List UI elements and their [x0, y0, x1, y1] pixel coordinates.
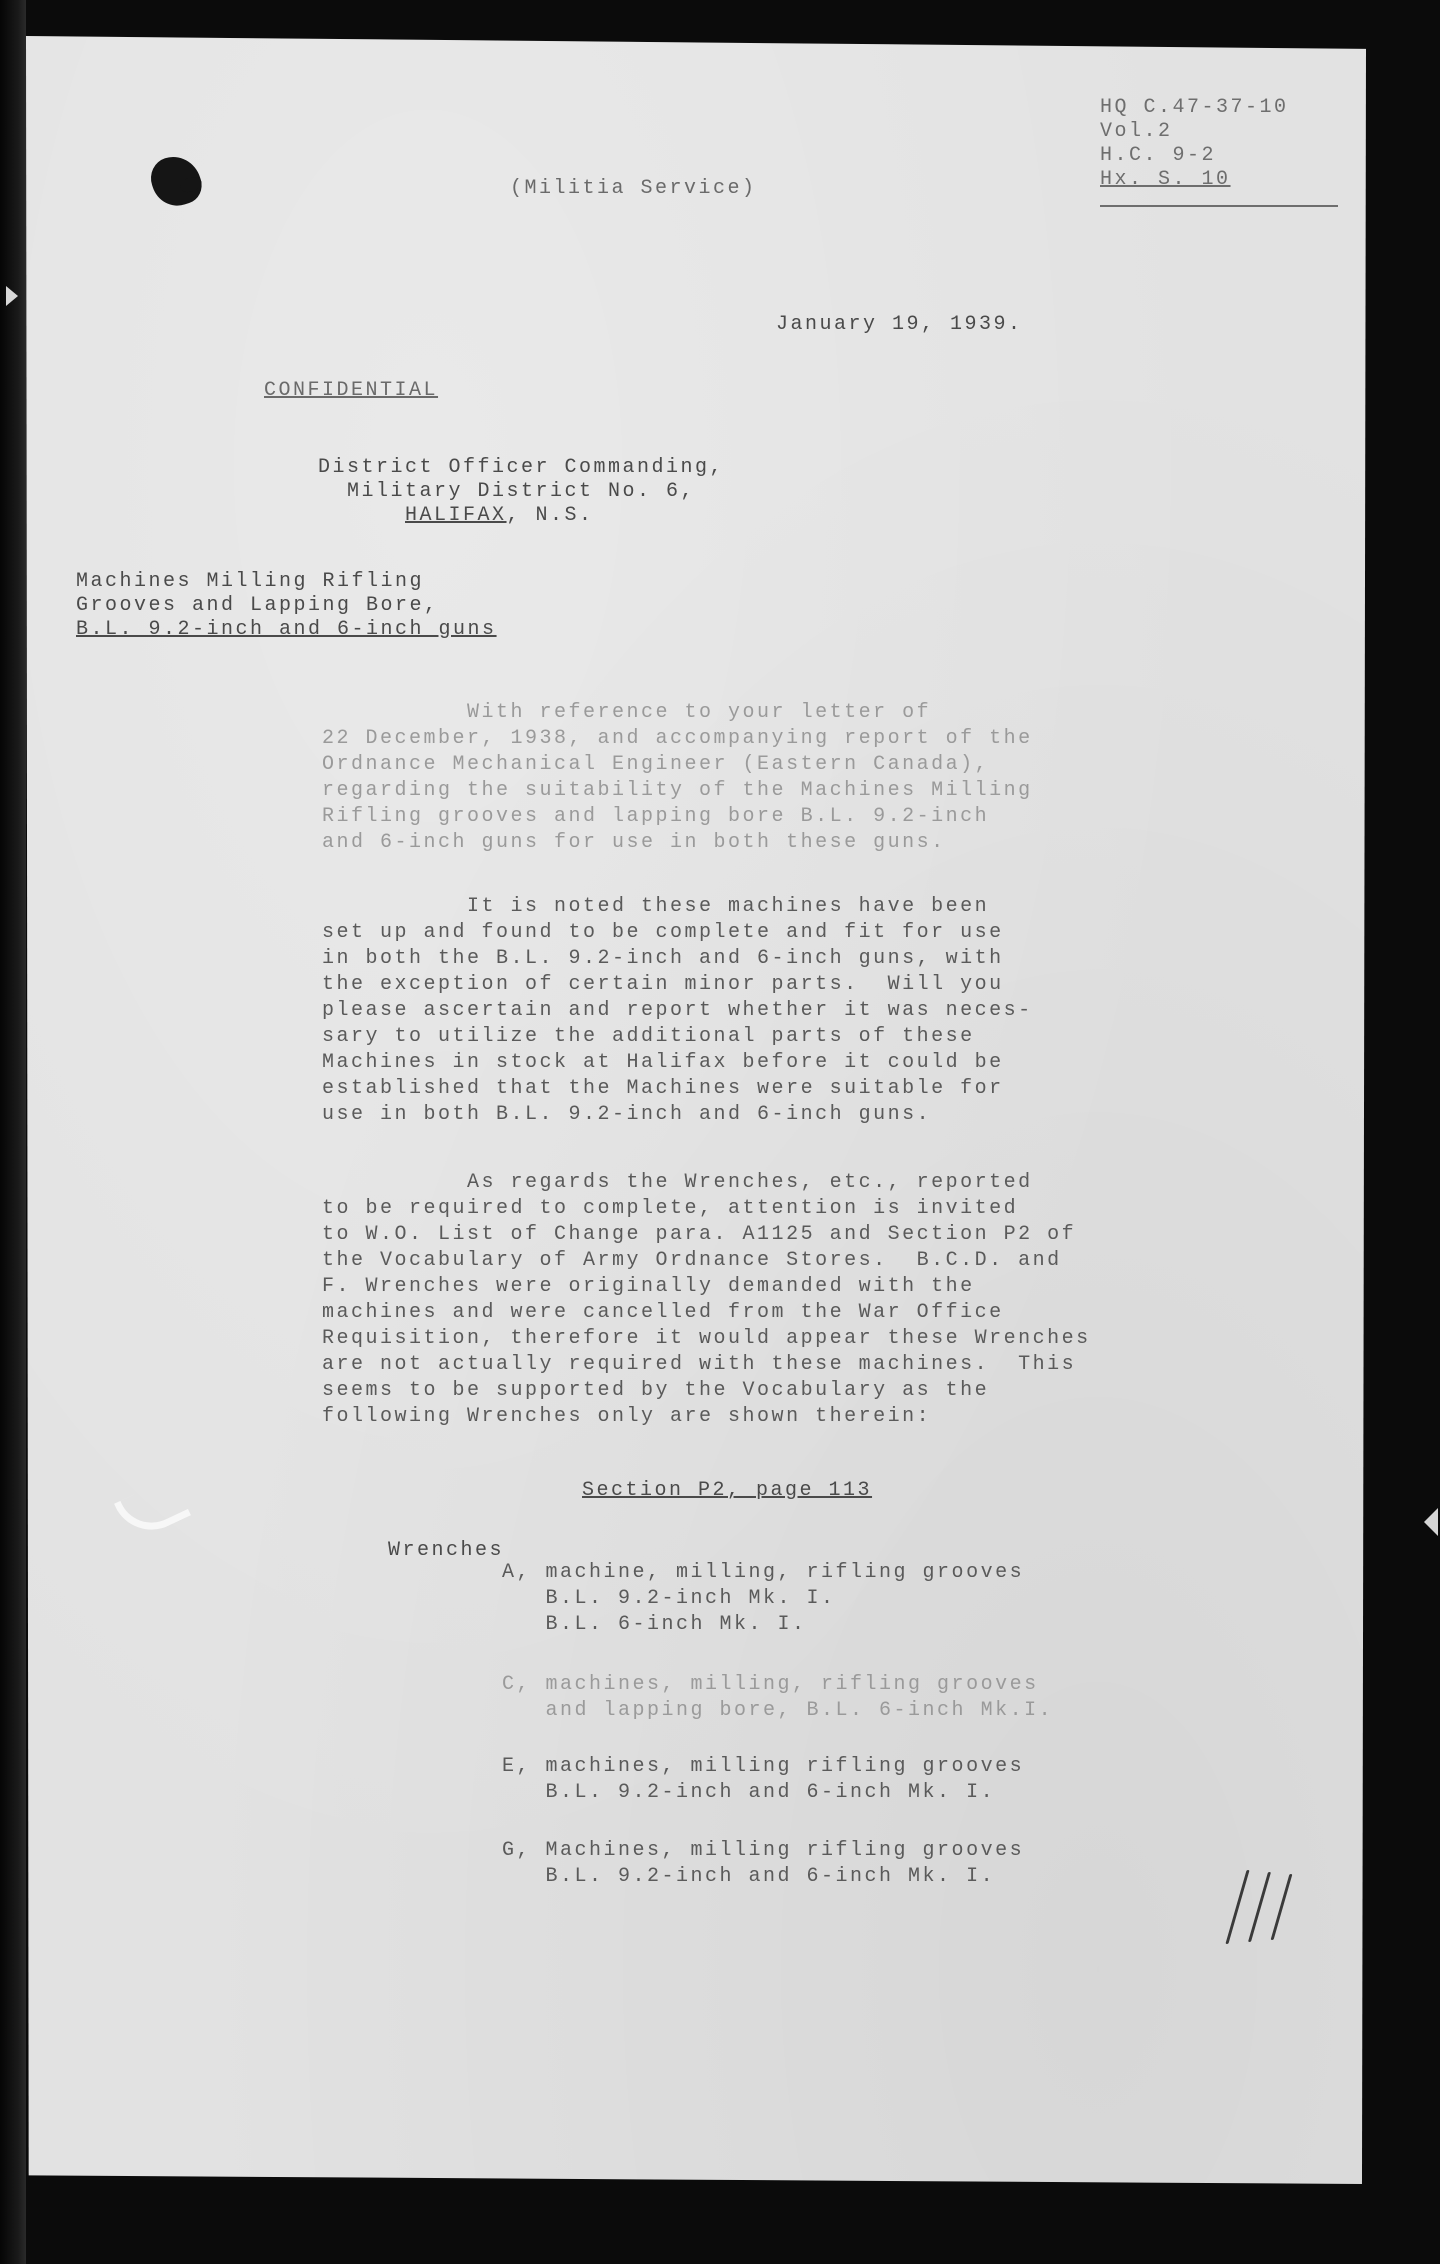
body-paragraph-2: It is noted these machines have been set up and found to be complete and fit for use in both the B.L. 9.2-inch and 6-inch guns, with the exception of certain minor parts. Will you please ascertain and report whether it was neces- sary to utilize the additional parts of these Machines in stock at Halifax before it could be established that the Machines were suitable for use in both B.L. 9.2-inch and 6-inch guns. — [322, 895, 1033, 1126]
wrench-item-e: E, machines, milling rifling grooves B.L. 9.2-inch and 6-inch Mk. I. — [502, 1755, 1025, 1804]
tally-stroke — [1225, 1870, 1249, 1944]
subject-line-1: Machines Milling Rifling — [76, 570, 425, 593]
addressee-province: , N.S. — [506, 504, 594, 527]
scan-border-left — [0, 0, 26, 2264]
file-reference-rule — [1100, 205, 1338, 207]
subject-line-3: B.L. 9.2-inch and 6-inch guns — [76, 618, 497, 641]
letter-date: January 19, 1939. — [776, 313, 1023, 336]
file-ref-hq: HQ C.47-37-10 — [1100, 96, 1289, 119]
wrench-item-a: A, machine, milling, rifling grooves B.L. 9.2-inch Mk. I. B.L. 6-inch Mk. I. — [502, 1561, 1025, 1636]
subject-line-2: Grooves and Lapping Bore, — [76, 594, 439, 617]
addressee-line-1: District Officer Commanding, — [318, 456, 725, 479]
addressee-block — [318, 456, 724, 528]
scan-edge-mark — [6, 286, 18, 306]
handwritten-tally-mark — [1222, 1870, 1302, 1950]
file-ref-hc: H.C. 9-2 — [1100, 144, 1217, 167]
file-reference-block — [1100, 96, 1289, 192]
tally-stroke — [1248, 1872, 1271, 1942]
wrench-item-c: C, machines, milling, rifling grooves and lapping bore, B.L. 6-inch Mk.I. — [502, 1673, 1054, 1722]
body-paragraph-3: As regards the Wrenches, etc., reported to be required to complete, attention is invited to W.O. List of Change para. A1125 and Section P2 of the Vocabulary of Army Ordnance Stores. B.C.D. and F. Wrenches were originally demanded with the machines and were cancelled from the War Office Requisition, therefore it would appear these Wrenches are not actually required with these machines. This seems to be supported by the Vocabulary as the following Wrenches only are shown therein: — [322, 1171, 1091, 1428]
file-ref-hx: Hx. S. 10 — [1100, 168, 1231, 191]
service-heading: (Militia Service) — [510, 177, 757, 200]
addressee-city: HALIFAX — [405, 504, 507, 527]
wrench-item-g: G, Machines, milling rifling grooves B.L. 9.2-inch and 6-inch Mk. I. — [502, 1839, 1025, 1888]
paper-edge-tear — [1424, 1508, 1438, 1536]
tally-stroke — [1271, 1874, 1293, 1940]
classification-stamp: CONFIDENTIAL — [264, 379, 439, 402]
body-paragraph-1: With reference to your letter of 22 December, 1938, and accompanying report of the Ordnance Mechanical Engineer (Eastern Canada), regarding the suitability of the Machines Milling Rifling grooves and lapping bore B.L. 9.2-inch and 6-inch guns for use in both these guns. — [322, 701, 1033, 854]
wrenches-label: Wrenches — [388, 1539, 505, 1562]
subject-block — [76, 570, 497, 642]
section-heading: Section P2, page 113 — [582, 1479, 873, 1502]
file-ref-volume: Vol.2 — [1100, 120, 1173, 143]
addressee-line-2: Military District No. 6, — [347, 480, 696, 503]
